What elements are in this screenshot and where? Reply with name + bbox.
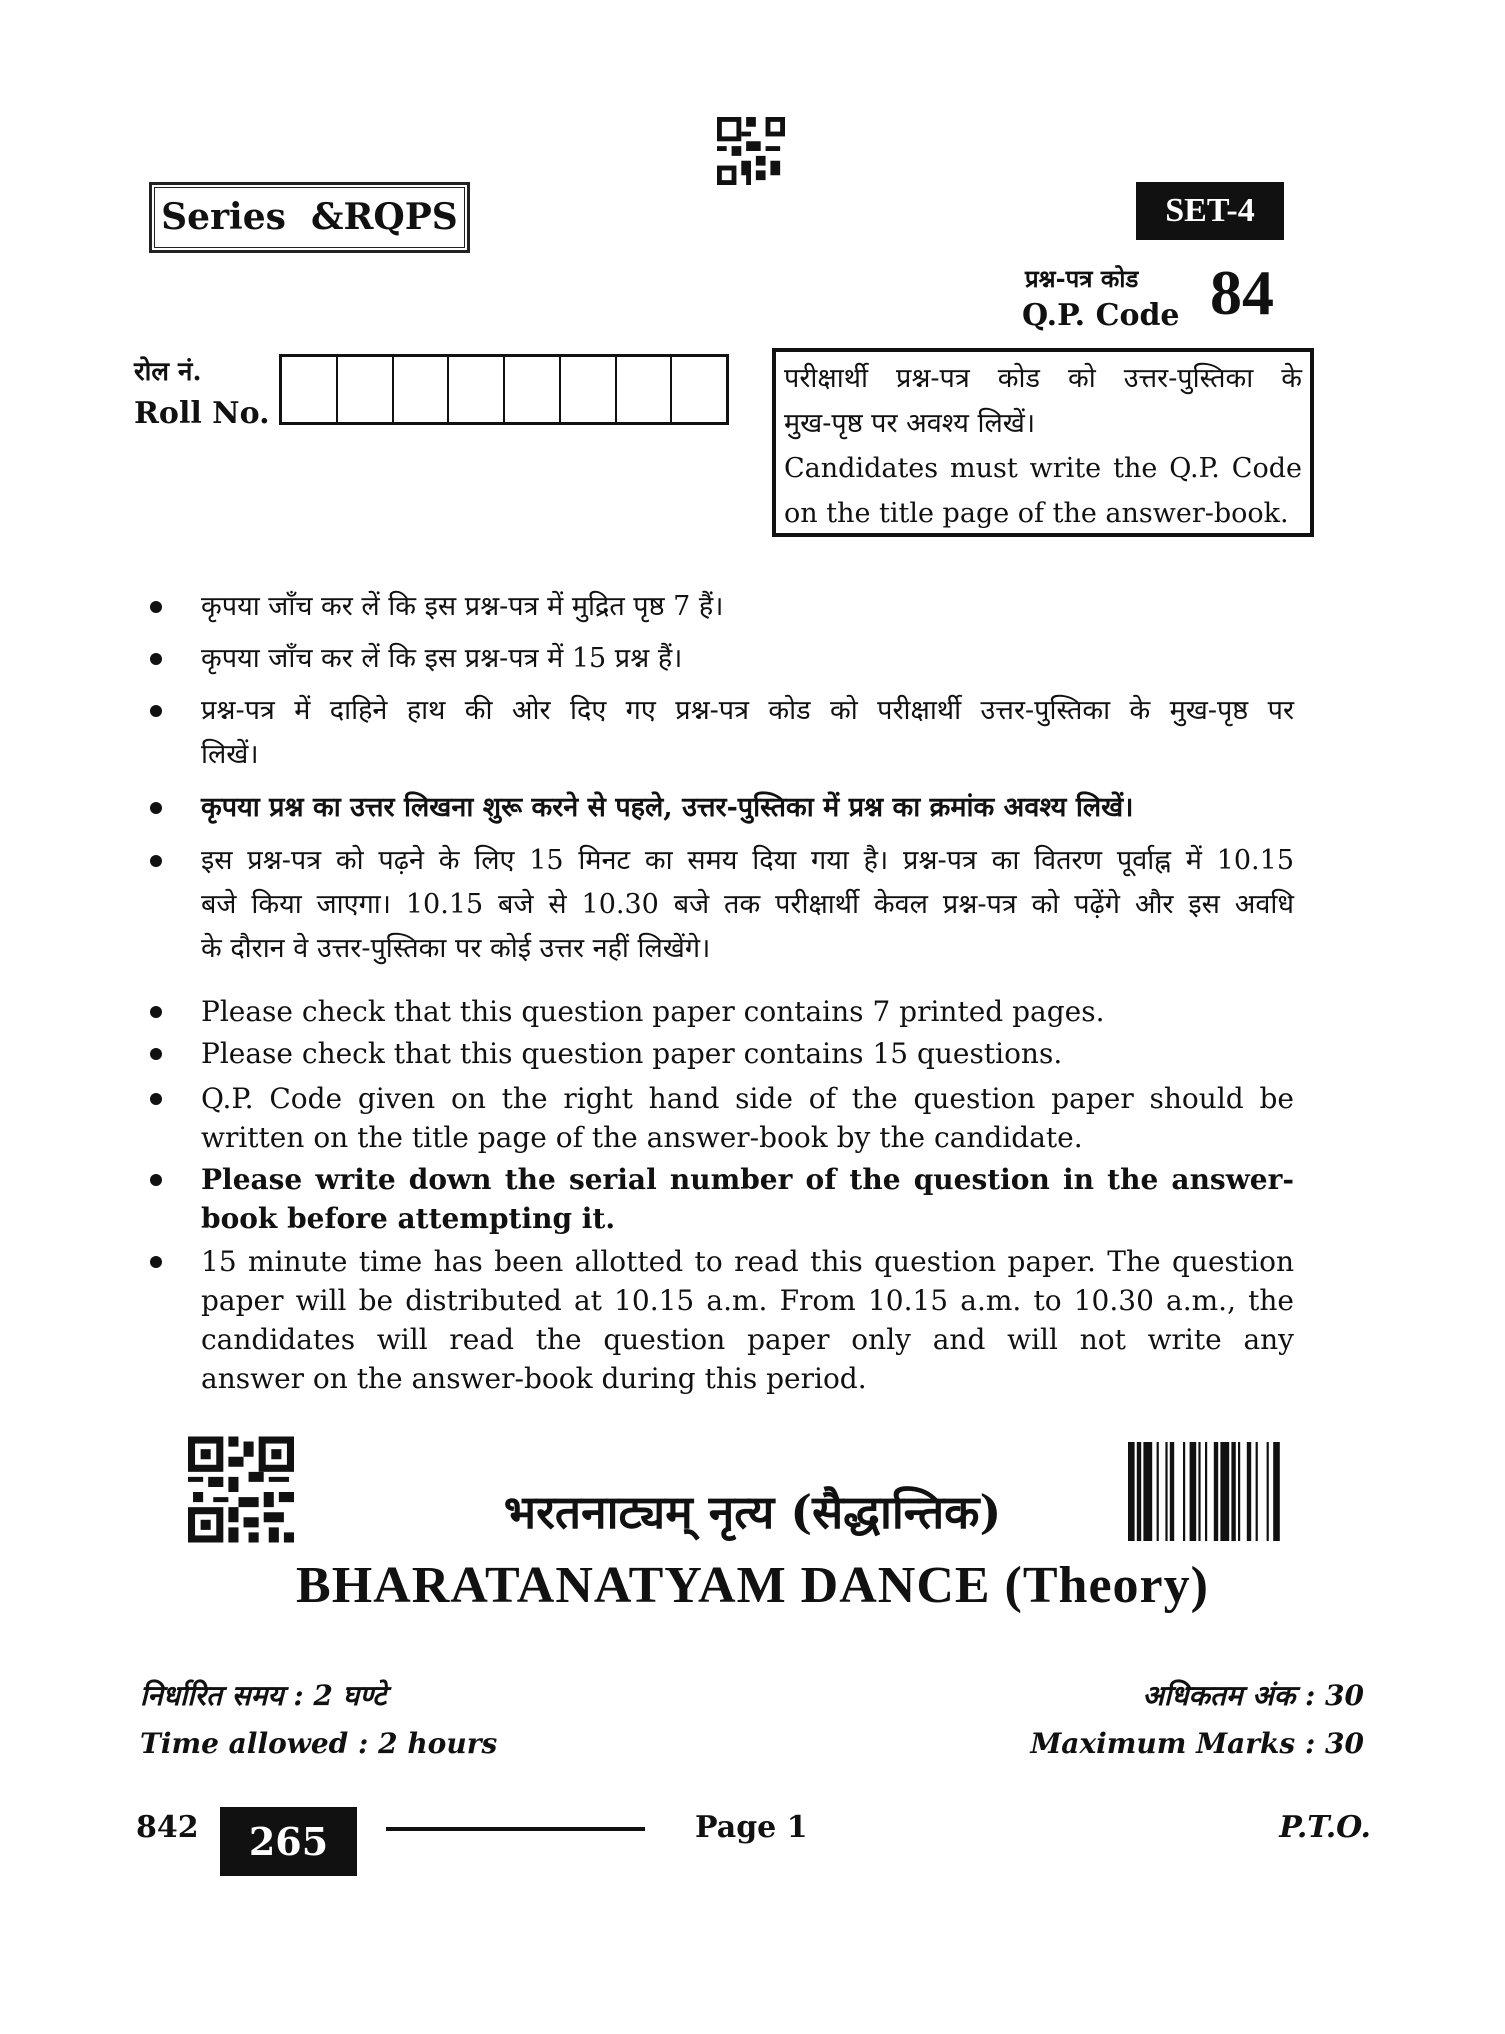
barcode-bar [1183,1442,1185,1541]
roll-label: Roll No. [134,396,270,431]
barcode-bar [1205,1442,1207,1541]
bullet-icon [150,855,162,867]
instruction-hi-1 [150,585,1294,629]
qp-code-notice-box [772,348,1314,537]
bullet-icon [150,1093,162,1105]
instruction-text: 15 minute time has been allotted to read this question paper. The question [201,1245,1294,1278]
barcode-bar [1214,1442,1218,1541]
notice-line: Candidates must write the Q.P. Code [784,453,1302,484]
max-marks-hindi: अधिकतम अंक : 30 [1142,1679,1364,1712]
barcode-bar [1231,1442,1235,1541]
page-box-number: 265 [220,1807,357,1876]
roll-number-boxes[interactable] [279,354,729,425]
roll-label-hindi: रोल नं. [134,357,202,387]
instruction-text: book before attempting it. [201,1202,616,1235]
instruction-text: candidates will read the question paper only and will not write any [201,1323,1294,1356]
instruction-text: कृपया प्रश्न का उत्तर लिखना शुरू करने से पहले, उत्तर-पुस्तिका में प्रश्न का क्रमांक अवश्य लिखें। [201,792,1134,823]
roll-digit-box[interactable] [338,357,394,422]
bullet-icon [150,1006,162,1018]
instruction-text: Please check that this question paper contains 15 questions. [201,1037,1063,1070]
barcode-bar [1247,1442,1251,1541]
roll-digit-box[interactable] [617,357,673,422]
barcode-bar [1165,1442,1167,1541]
bullet-icon [150,1048,162,1060]
instruction-text: Q.P. Code given on the right hand side of the question paper should be [201,1082,1294,1115]
pto-label: P.T.O. [1279,1810,1371,1845]
page-number: Page 1 [695,1810,808,1845]
barcode-bar [1128,1442,1135,1541]
bullet-icon [150,705,162,717]
bullet-icon [150,1256,162,1268]
qp-code-value: 84 [1210,257,1274,328]
paper-code: 842 [136,1810,199,1845]
roll-digit-box[interactable] [282,357,338,422]
barcode-bar [1238,1442,1240,1541]
instruction-en-3 [150,1079,1294,1157]
divider-line [386,1827,645,1831]
bullet-icon [150,601,162,613]
instruction-hi-2 [150,637,1294,681]
instruction-en-4 [150,1160,1294,1238]
bullet-icon [150,653,162,665]
instruction-text: बजे किया जाएगा। 10.15 बजे से 10.30 बजे तक परीक्षार्थी केवल प्रश्न-पत्र को पढ़ेंगे और इस अवधि [201,889,1294,920]
instruction-text: answer on the answer-book during this period. [201,1362,867,1395]
instruction-en-1 [150,992,1294,1031]
notice-line: on the title page of the answer-book. [784,498,1289,529]
instruction-en-5 [150,1242,1294,1398]
instruction-text: कृपया जाँच कर लें कि इस प्रश्न-पत्र में 15 प्रश्न हैं। [201,643,683,674]
barcode-bar [1170,1442,1174,1541]
time-allowed-hindi: निर्धारित समय : 2 घण्टे [140,1679,387,1712]
set-badge: SET-4 [1136,182,1284,240]
roll-digit-box[interactable] [561,357,617,422]
roll-digit-box[interactable] [449,357,505,422]
instruction-text: लिखें। [201,739,259,770]
barcode-bar [1273,1442,1280,1541]
bullet-icon [150,802,162,814]
barcode-bar [1143,1442,1152,1541]
instruction-text: कृपया जाँच कर लें कि इस प्रश्न-पत्र में मुद्रित पृष्ठ 7 हैं। [201,591,724,622]
instruction-en-2 [150,1034,1294,1073]
instruction-hi-4 [150,786,1294,830]
qp-code-label: Q.P. Code [1022,298,1180,333]
qp-code-label-hindi: प्रश्न-पत्र कोड [1025,264,1139,293]
qr-code-top [717,117,785,185]
instruction-text: Please check that this question paper contains 7 printed pages. [201,995,1105,1028]
barcode-bar [1198,1442,1200,1541]
barcode-bar [1157,1442,1159,1541]
notice-line: परीक्षार्थी प्रश्न-पत्र कोड को उत्तर-पुस्तिका के [784,363,1302,394]
bullet-icon [150,1174,162,1186]
time-allowed: Time allowed : 2 hours [140,1727,498,1760]
instruction-text: Please write down the serial number of the question in the answer- [201,1163,1294,1196]
notice-line: मुख-पृष्ठ पर अवश्य लिखें। [784,408,1036,439]
barcode-bar [1256,1442,1258,1541]
instruction-hi-5 [150,839,1294,971]
instruction-text: के दौरान वे उत्तर-पुस्तिका पर कोई उत्तर नहीं लिखेंगे। [201,933,711,964]
max-marks: Maximum Marks : 30 [1030,1727,1364,1760]
instruction-text: इस प्रश्न-पत्र को पढ़ने के लिए 15 मिनट का समय दिया गया है। प्रश्न-पत्र का वितरण पूर्वाह्न में 10.15 [201,845,1294,876]
barcode-bar [1220,1442,1229,1541]
instruction-text: प्रश्न-पत्र में दाहिने हाथ की ओर दिए गए प्रश्न-पत्र कोड को परीक्षार्थी उत्तर-पुस्तिका के मुख-पृष्ठ पर [201,695,1294,726]
barcode [1128,1442,1355,1541]
instruction-text: written on the title page of the answer-book by the candidate. [201,1121,1083,1154]
barcode-bar [1137,1442,1141,1541]
subject-title: BHARATANATYAM DANCE (Theory) [296,1557,1209,1614]
roll-digit-box[interactable] [394,357,450,422]
instruction-hi-3 [150,689,1294,777]
barcode-bar [1190,1442,1197,1541]
subject-title-hindi: भरतनाट्यम् नृत्य (सैद्धान्तिक) [503,1485,1002,1539]
roll-digit-box[interactable] [672,357,726,422]
roll-digit-box[interactable] [505,357,561,422]
instruction-text: paper will be distributed at 10.15 a.m. From 10.15 a.m. to 10.30 a.m., the [201,1284,1294,1317]
barcode-bar [1267,1442,1269,1541]
series-label: Series &RQPS [149,182,470,253]
